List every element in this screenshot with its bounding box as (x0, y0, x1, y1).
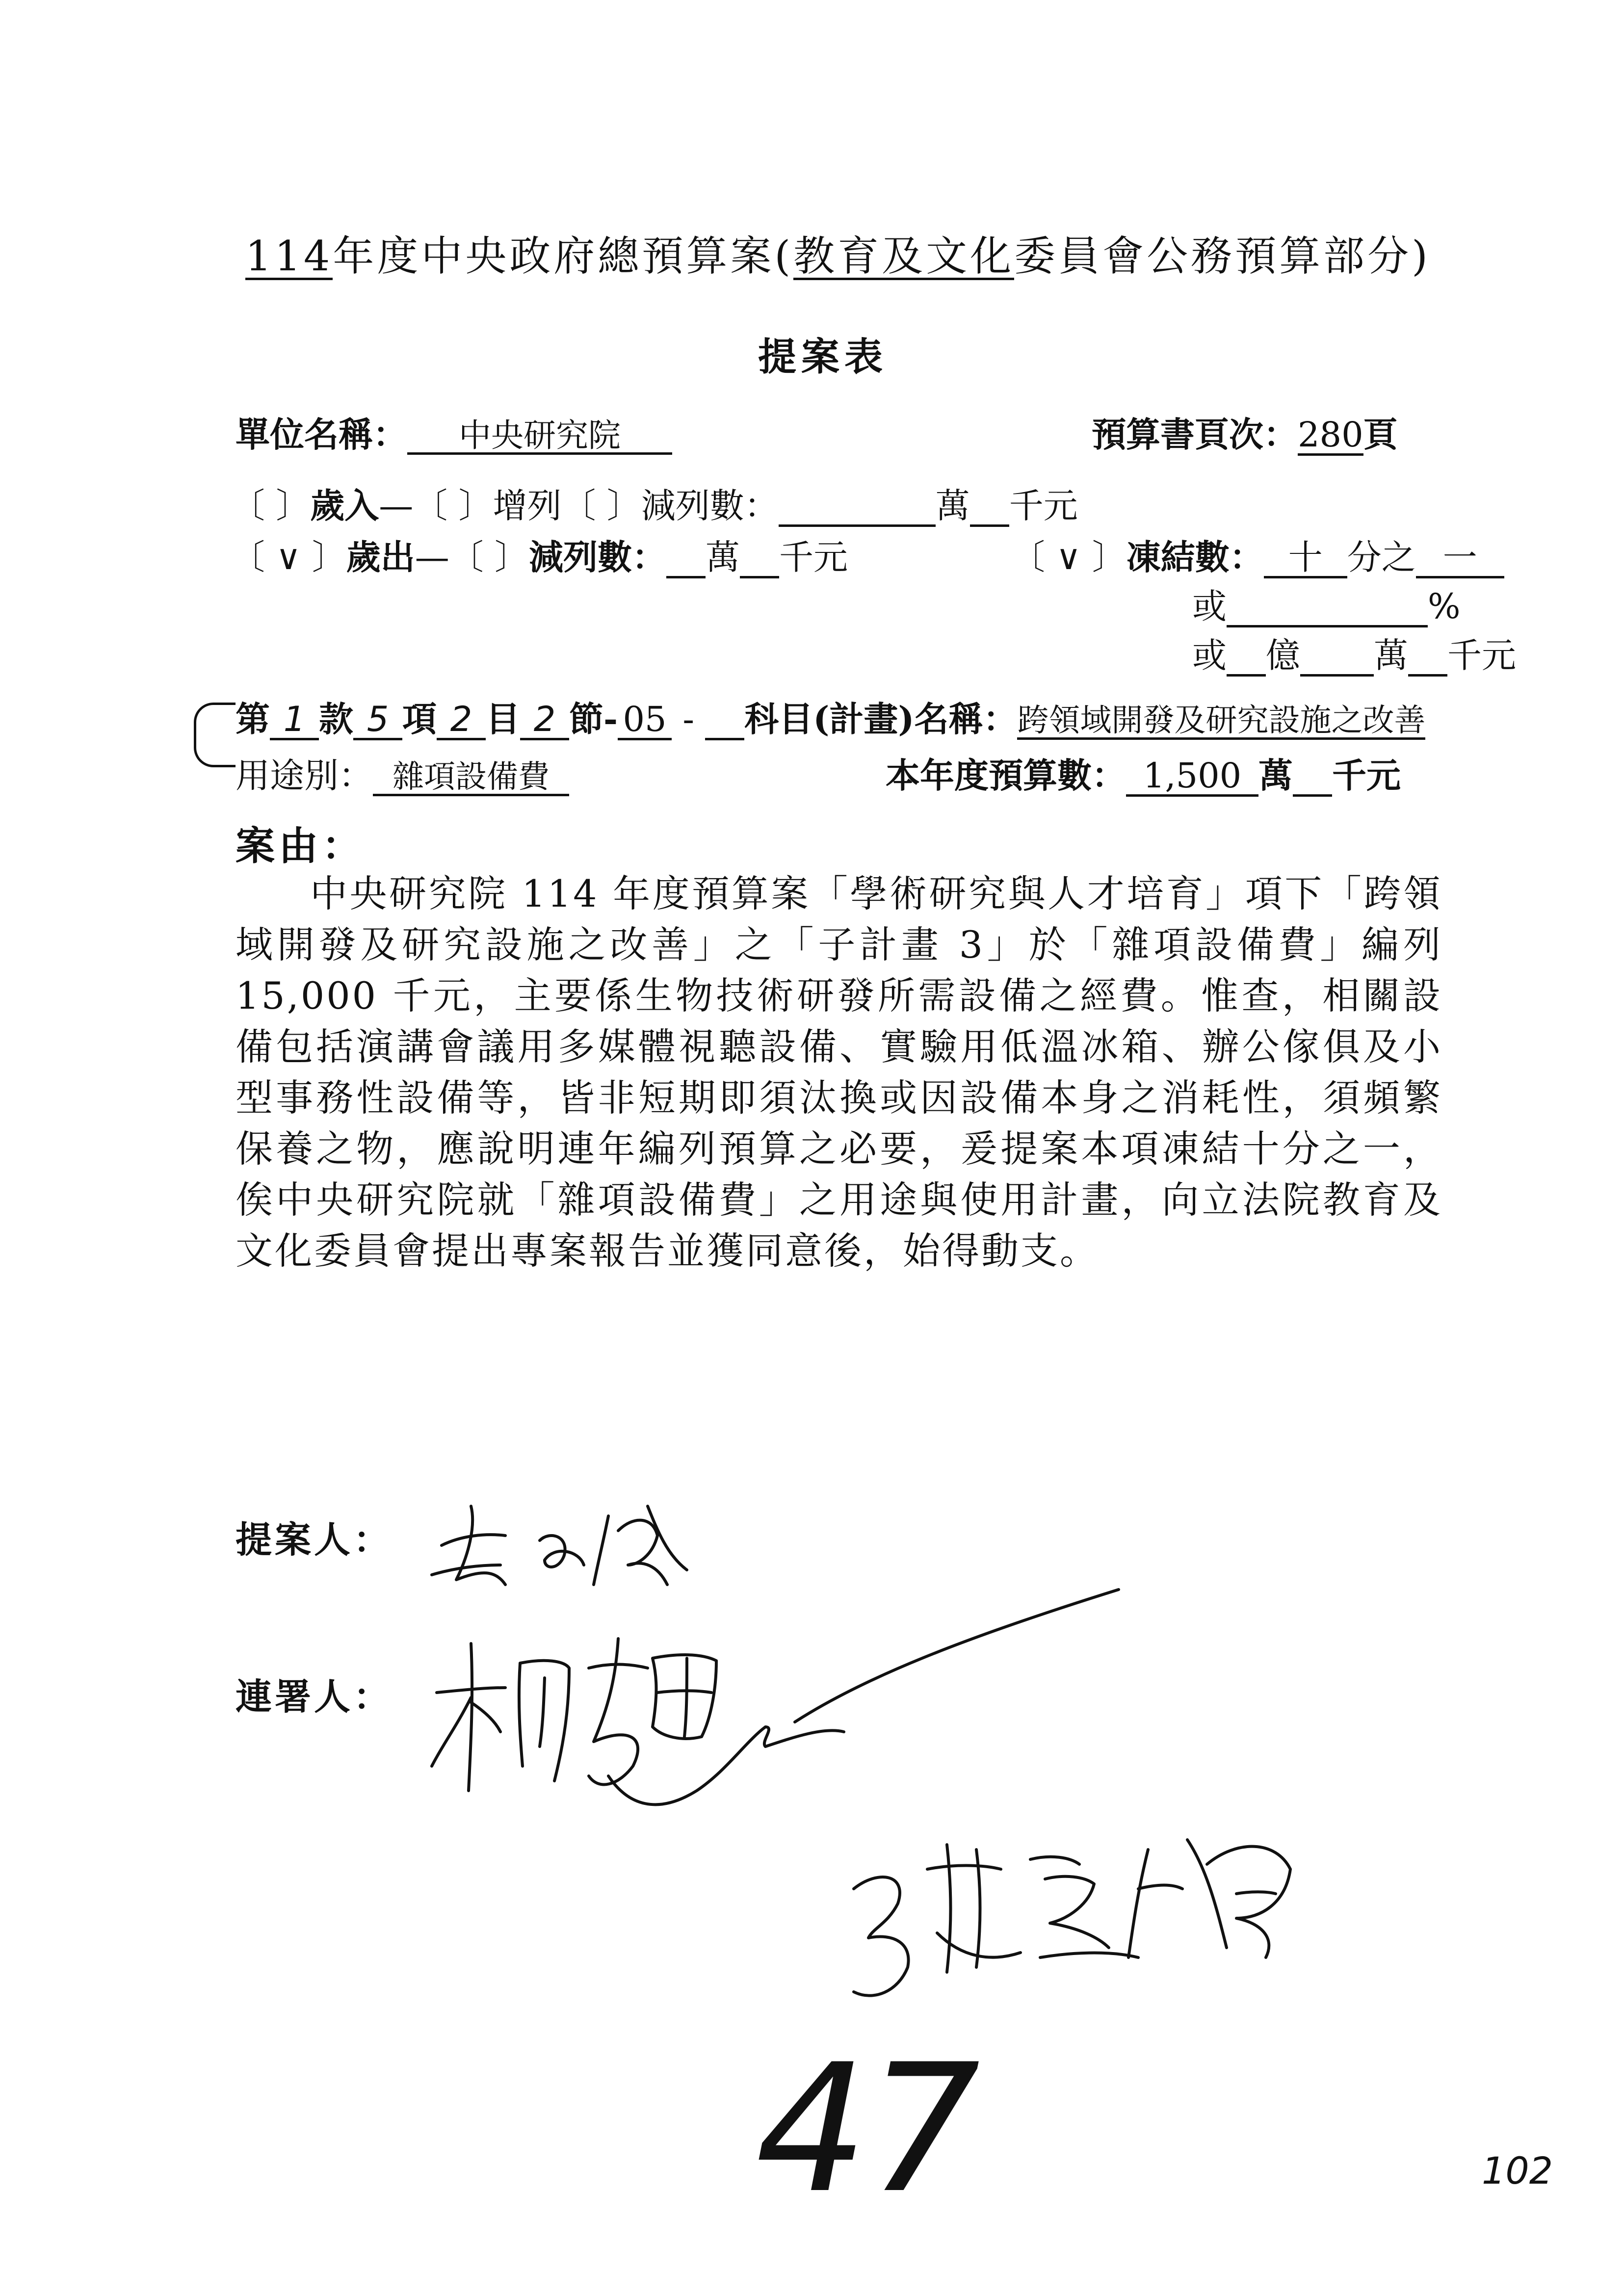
section-code: 05 (618, 702, 672, 740)
proposer-label: 提案人： (236, 1519, 393, 1561)
annual-budget-row (886, 748, 1401, 798)
section-xiang-value: 5 (353, 702, 402, 740)
section-kuan-value: 1 (270, 702, 319, 740)
or-percent-label: 或 (1192, 586, 1227, 626)
title-part2: 委員會公務預算部分) (1014, 232, 1431, 280)
cosigner-signature-2 (834, 1810, 1325, 2016)
annual-budget-qian: 千元 (1332, 755, 1401, 796)
annual-budget-label: 本年度預算數： (886, 755, 1126, 796)
freeze-checkbox: 〔 ∨ 〕 (1011, 537, 1126, 577)
revenue-increase: 增列 (493, 486, 562, 526)
freeze-numerator: 十 (1264, 540, 1347, 578)
unit-row (236, 407, 672, 457)
freeze-row (1011, 530, 1504, 579)
revenue-wan: 萬 (935, 486, 970, 526)
budget-page-value: 280 (1298, 415, 1363, 455)
revenue-label: 歲入 (310, 485, 379, 526)
or-percent-row (1192, 579, 1461, 628)
cosigner-signature-1 (422, 1580, 1158, 1835)
usage-row (236, 748, 569, 798)
section-mu: 目 (486, 699, 520, 739)
expense-label: 歲出 (346, 537, 415, 577)
or-amount-row (1192, 628, 1516, 678)
section-jie-value: 2 (520, 702, 569, 740)
handwritten-bracket (194, 703, 236, 767)
expense-checkbox: 〔 ∨ 〕 (231, 537, 346, 577)
section-jie: 節- (569, 699, 618, 739)
form-subtitle: 提案表 (758, 335, 888, 379)
revenue-checkbox: 〔 〕 (231, 486, 311, 526)
freeze-label: 凍結數： (1126, 537, 1264, 577)
unit-label: 單位名稱： (236, 414, 407, 455)
document-title (245, 223, 1431, 283)
title-year: 114 (245, 232, 333, 280)
handwritten-number: 47 (756, 2026, 981, 2232)
reason-label: 案由： (236, 823, 365, 869)
budget-page-label: 預算書頁次： (1092, 414, 1298, 455)
expense-row (231, 530, 848, 579)
annual-budget-value: 1,500 (1126, 758, 1258, 797)
or-amount-wan: 萬 (1374, 635, 1408, 676)
expense-dash: —〔 〕 (415, 537, 529, 577)
revenue-dash: —〔 〕 (379, 486, 493, 526)
section-row (236, 692, 1425, 741)
revenue-decrease: 減列數： (641, 486, 779, 526)
title-committee: 教育及文化 (793, 232, 1015, 280)
budget-page-row (1092, 407, 1398, 457)
page-number: 102 (1482, 2149, 1553, 2192)
cosigner-label: 連署人： (236, 1676, 393, 1718)
subject-label: 科目(計畫)名稱： (744, 699, 1018, 739)
expense-wan: 萬 (706, 537, 740, 577)
revenue-qian: 千元 (1009, 486, 1078, 526)
reason-text: 中央研究院 114 年度預算案「學術研究與人才培育」項下「跨領域開發及研究設施之改善」之「子計畫 3」於「雜項設備費」編列 15,000 千元，主要係生物技術研發所需設備之經費。惟查，相關設備包括演講會議用多媒體視聽設備、實驗用低溫冰箱、辦公傢俱及小型事務性設備等，皆非短期即須汰換或因設備本身之消耗性，須頻繁保養之物，應說明連年編列預算之必要，爰提案本項凍結十分之一，俟中央研究院就「雜項設備費」之用途與使用計畫，向立法院教育及文化委員會提出專案報告並獲同意後，始得動支。 (236, 872, 1442, 1273)
revenue-row (231, 478, 1078, 528)
freeze-denominator: 一 (1416, 540, 1504, 578)
annual-budget-wan: 萬 (1258, 755, 1293, 796)
expense-decrease: 減列數： (529, 537, 667, 577)
or-amount-label: 或 (1192, 635, 1227, 676)
section-xiang: 項 (402, 699, 437, 739)
title-part1: 年度中央政府總預算案( (333, 232, 794, 280)
unit-value: 中央研究院 (407, 418, 672, 455)
or-amount-yi: 億 (1266, 635, 1300, 676)
subject-value: 跨領域開發及研究設施之改善 (1017, 704, 1425, 740)
section-kuan: 款 (319, 699, 353, 739)
percent-sign: % (1428, 586, 1461, 626)
freeze-fen: 分之 (1347, 537, 1416, 577)
expense-qian: 千元 (779, 537, 848, 577)
section-di: 第 (236, 699, 270, 739)
or-amount-qian: 千元 (1447, 635, 1516, 676)
usage-value: 雜項設備費 (373, 761, 569, 796)
budget-page-suffix: 頁 (1363, 414, 1398, 455)
usage-label: 用途別： (236, 756, 373, 796)
section-mu-value: 2 (437, 702, 486, 740)
section-dash: - (672, 699, 706, 739)
revenue-checkbox-2: 〔 〕 (561, 486, 641, 526)
